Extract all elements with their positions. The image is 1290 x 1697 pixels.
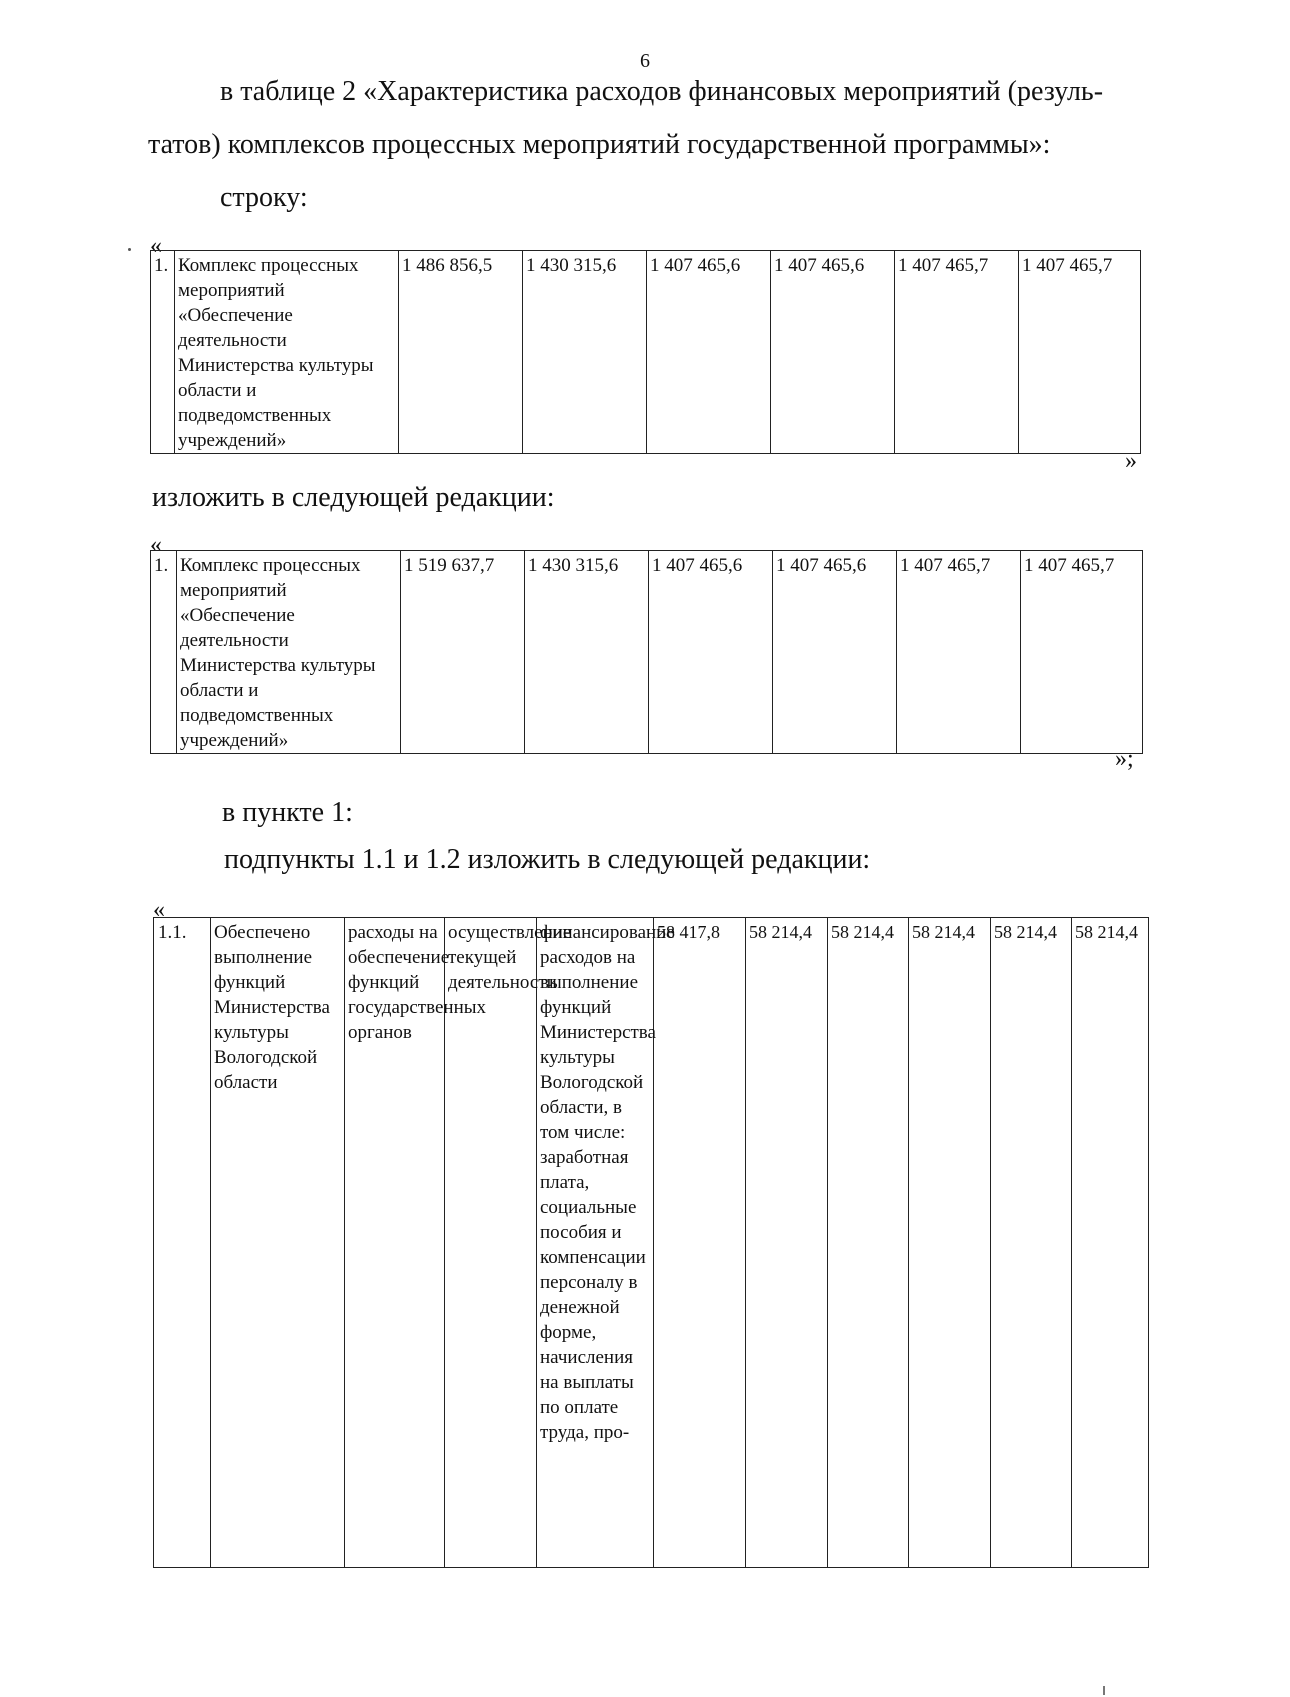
open-quote-2: «	[150, 532, 162, 558]
intro-line-3: строку:	[220, 182, 308, 213]
value-cell: 1 407 465,6	[649, 551, 773, 754]
value-cell: 1 407 465,6	[771, 251, 895, 454]
value-cell: 1 407 465,7	[1019, 251, 1141, 454]
table-row	[151, 251, 1141, 454]
value-cell: 58 214,4	[1072, 918, 1149, 1568]
table-row	[151, 551, 1143, 754]
replace-instruction: изложить в следующей редакции:	[152, 482, 555, 513]
value-cell: 1 519 637,7	[401, 551, 525, 754]
row-name: Комплекс процессных мероприятий «Обеспечение деятельности Министерства культуры области и подведомственных учреждений»	[177, 551, 401, 754]
expense-type-cell: расходы на обеспечение функций государственных органов	[345, 918, 445, 1568]
table-row	[154, 918, 1149, 1568]
value-cell: 1 407 465,7	[1021, 551, 1143, 754]
intro-line-2: татов) комплексов процессных мероприятий государственной программы»:	[148, 129, 1051, 160]
value-cell: 58 214,4	[746, 918, 828, 1568]
value-cell: 1 430 315,6	[525, 551, 649, 754]
old-row-table	[150, 250, 1141, 454]
activity-type-cell: осуществление текущей деятельности	[445, 918, 537, 1568]
row-number: 1.1.	[154, 918, 211, 1568]
scan-edge-mark	[1103, 1686, 1105, 1695]
point-instruction: в пункте 1:	[222, 797, 353, 828]
intro-line-1: в таблице 2 «Характеристика расходов финансовых мероприятий (резуль-	[220, 76, 1104, 107]
value-cell: 1 430 315,6	[523, 251, 647, 454]
value-cell: 1 407 465,6	[773, 551, 897, 754]
value-cell: 1 486 856,5	[399, 251, 523, 454]
result-cell: Обеспечено выполнение функций Министерства культуры Вологодской области	[211, 918, 345, 1568]
subpoint-table	[153, 917, 1149, 1568]
subpoints-instruction: подпункты 1.1 и 1.2 изложить в следующей редакции:	[224, 844, 871, 875]
page-number: 6	[640, 50, 650, 72]
scan-speck	[128, 248, 131, 251]
value-cell: 58 214,4	[991, 918, 1072, 1568]
description-cell: финансирование расходов на выполнение функций Министерства культуры Вологодской области, в том числе: заработная плата, социальные пособия и компенсации персоналу в денежной форме, начисления на выплаты по оплате труда, про-	[537, 918, 654, 1568]
close-quote-1: »	[1125, 448, 1137, 474]
value-cell: 58 417,8	[654, 918, 746, 1568]
value-cell: 1 407 465,6	[647, 251, 771, 454]
value-cell: 1 407 465,7	[895, 251, 1019, 454]
new-row-table	[150, 550, 1143, 754]
value-cell: 58 214,4	[909, 918, 991, 1568]
open-quote-1: «	[150, 233, 162, 259]
close-quote-semicolon: »;	[1115, 746, 1134, 772]
value-cell: 1 407 465,7	[897, 551, 1021, 754]
value-cell: 58 214,4	[828, 918, 909, 1568]
row-number: 1.	[151, 551, 177, 754]
open-quote-3: «	[153, 897, 165, 923]
row-name: Комплекс процессных мероприятий «Обеспечение деятельности Министерства культуры области и подведомственных учреждений»	[175, 251, 399, 454]
row-number: 1.	[151, 251, 175, 454]
